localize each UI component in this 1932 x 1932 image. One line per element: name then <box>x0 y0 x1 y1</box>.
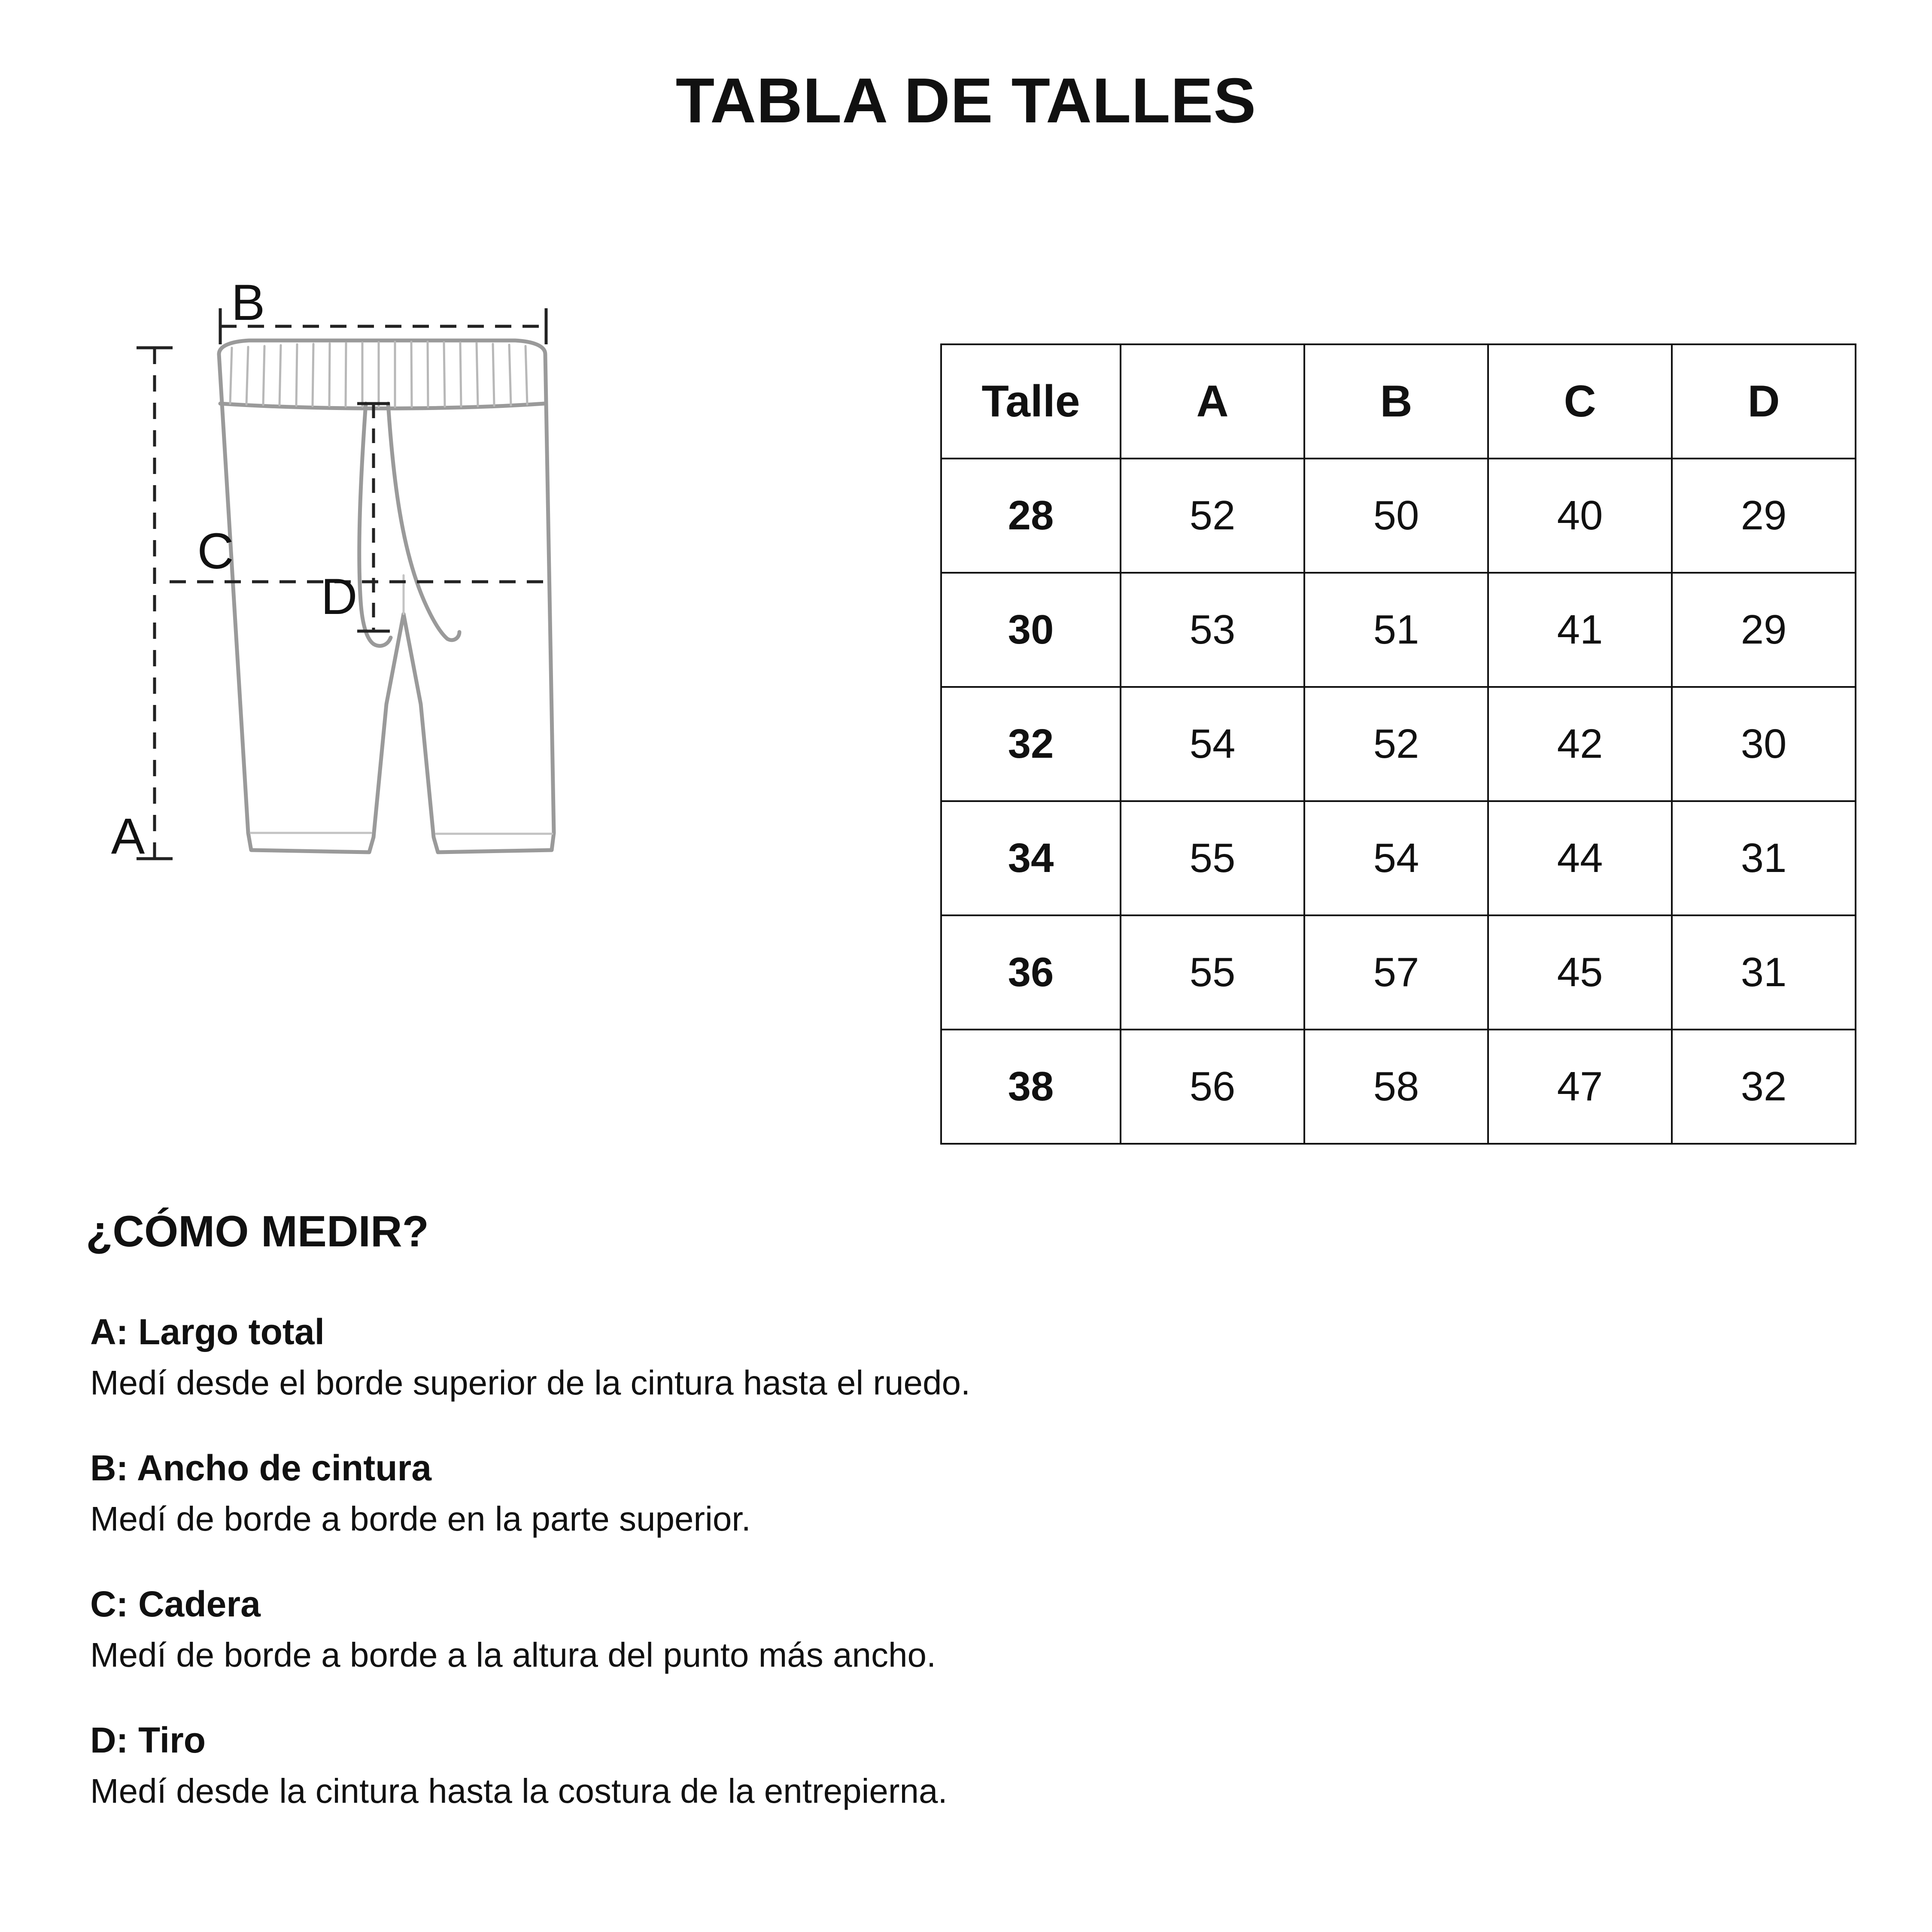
column-header-talle: Talle <box>941 344 1121 459</box>
table-row <box>941 459 1856 573</box>
cell-d: 30 <box>1672 687 1856 801</box>
table-row <box>941 687 1856 801</box>
cell-c: 44 <box>1488 801 1672 915</box>
measure-item-d <box>90 1718 1464 1814</box>
cell-a: 55 <box>1121 915 1304 1030</box>
cell-b: 51 <box>1304 573 1488 687</box>
cell-d: 32 <box>1672 1030 1856 1144</box>
cell-c: 40 <box>1488 459 1672 573</box>
table-row <box>941 915 1856 1030</box>
cell-c: 47 <box>1488 1030 1672 1144</box>
how-to-measure-list <box>90 1309 1464 1854</box>
dimension-label-b: B <box>231 275 265 331</box>
shorts-outline-icon <box>219 340 554 852</box>
cell-a: 53 <box>1121 573 1304 687</box>
cell-b: 52 <box>1304 687 1488 801</box>
cell-size: 32 <box>941 687 1121 801</box>
dimension-label-a: A <box>111 808 145 865</box>
cell-d: 29 <box>1672 573 1856 687</box>
cell-d: 29 <box>1672 459 1856 573</box>
cell-c: 45 <box>1488 915 1672 1030</box>
measure-label-d: D: Tiro <box>90 1720 206 1760</box>
measure-desc-d: Medí desde la cintura hasta la costura de la entrepierna. <box>90 1772 948 1810</box>
measure-label-c: C: Cadera <box>90 1584 261 1624</box>
cell-size: 38 <box>941 1030 1121 1144</box>
measure-desc-b: Medí de borde a borde en la parte superior. <box>90 1500 751 1538</box>
cell-a: 54 <box>1121 687 1304 801</box>
cell-b: 50 <box>1304 459 1488 573</box>
cell-b: 57 <box>1304 915 1488 1030</box>
column-header-c: C <box>1488 344 1672 459</box>
measure-item-a <box>90 1309 1464 1405</box>
dimension-label-d: D <box>321 568 358 625</box>
measure-label-a: A: Largo total <box>90 1312 325 1352</box>
cell-c: 42 <box>1488 687 1672 801</box>
measure-desc-a: Medí desde el borde superior de la cintura hasta el ruedo. <box>90 1364 971 1402</box>
cell-size: 30 <box>941 573 1121 687</box>
cell-size: 36 <box>941 915 1121 1030</box>
cell-d: 31 <box>1672 915 1856 1030</box>
measure-item-c <box>90 1582 1464 1677</box>
cell-d: 31 <box>1672 801 1856 915</box>
cell-a: 55 <box>1121 801 1304 915</box>
measure-label-b: B: Ancho de cintura <box>90 1448 431 1488</box>
cell-b: 54 <box>1304 801 1488 915</box>
cell-size: 28 <box>941 459 1121 573</box>
table-row <box>941 801 1856 915</box>
cell-size: 34 <box>941 801 1121 915</box>
dimension-label-c: C <box>197 523 234 580</box>
size-table-container <box>940 343 1855 1145</box>
cell-c: 41 <box>1488 573 1672 687</box>
cell-a: 56 <box>1121 1030 1304 1144</box>
table-row <box>941 1030 1856 1144</box>
cell-a: 52 <box>1121 459 1304 573</box>
table-header-row <box>941 344 1856 459</box>
how-to-measure-heading: ¿CÓMO MEDIR? <box>86 1207 429 1256</box>
column-header-d: D <box>1672 344 1856 459</box>
page-title: TABLA DE TALLES <box>675 65 1257 136</box>
shorts-diagram <box>77 275 893 1005</box>
measure-desc-c: Medí de borde a borde a la altura del punto más ancho. <box>90 1636 936 1674</box>
table-row <box>941 573 1856 687</box>
measure-item-b <box>90 1446 1464 1541</box>
cell-b: 58 <box>1304 1030 1488 1144</box>
column-header-a: A <box>1121 344 1304 459</box>
size-table <box>940 343 1856 1145</box>
column-header-b: B <box>1304 344 1488 459</box>
